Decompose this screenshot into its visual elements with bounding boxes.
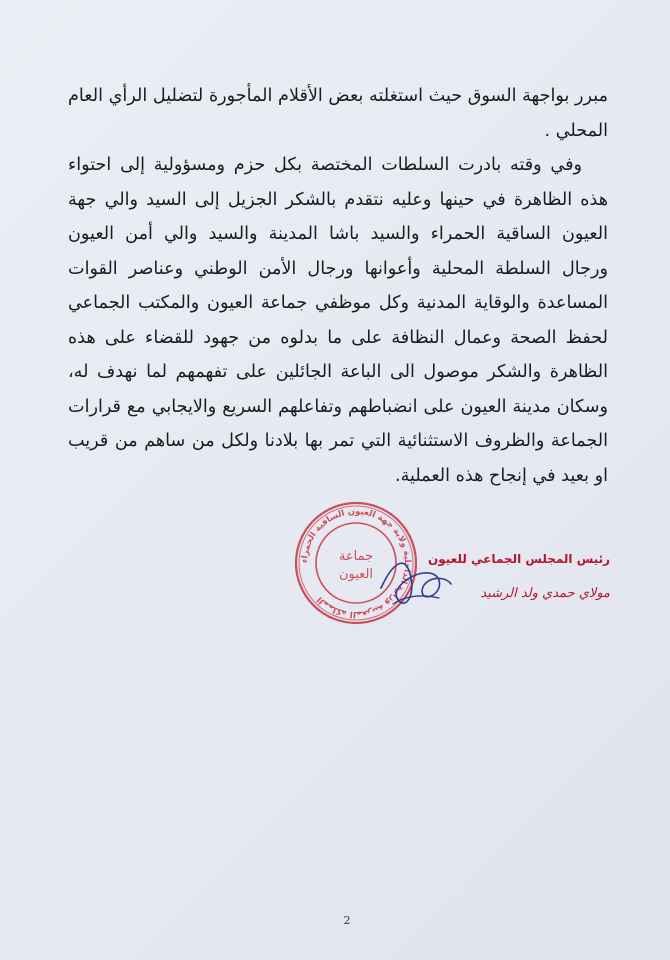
stamp-inner-line2: العيون — [338, 567, 374, 582]
paragraph-1: مبرر بواجهة السوق حيث استغلته بعض الأقلام المأجورة لتضليل الرأي العام المحلي . — [68, 86, 608, 141]
page-number: 2 — [343, 914, 351, 927]
stamp-ring-text: المملكة المغربية وزارة الداخلية ولاية جهة العيون الساقية الحمراء — [299, 506, 413, 620]
signatory-title: رئيس المجلس الجماعي للعيون — [428, 552, 610, 566]
stamp-inner-line1: جماعة — [338, 549, 374, 564]
signatory-name: مولاي حمدي ولد الرشيد — [480, 586, 610, 601]
paragraph-2: وفي وقته بادرت السلطات المختصة بكل حزم ومسؤولية إلى احتواء هذه الظاهرة في حينها وعليه نتقدم بالشكر الجزيل إلى السيد والي جهة العيون الساقية الحمراء والسيد باشا المدينة والسيد والي أمن العيون ورجال السلطة المحلية وأعوانها ورجال الأمن الوطني وعناصر القوات المساعدة والوقاية المدنية وكل موظفي جماعة العيون والمكتب الجماعي لحفظ الصحة وعمال النظافة على ما بدلوه من جهود للقضاء على هذه الظاهرة والشكر موصول الى الباعة الجائلين على تفهمهم لما نهدف له، وسكان مدينة العيون على انضباطهم وتفاعلهم السريع والايجابي مع قرارات الجماعة والظروف الاستثنائية التي تمر بها بلادنا ولكل من ساهم من قريب او بعيد في إنجاح هذه العملية. — [68, 155, 608, 486]
letter-body — [68, 79, 608, 493]
